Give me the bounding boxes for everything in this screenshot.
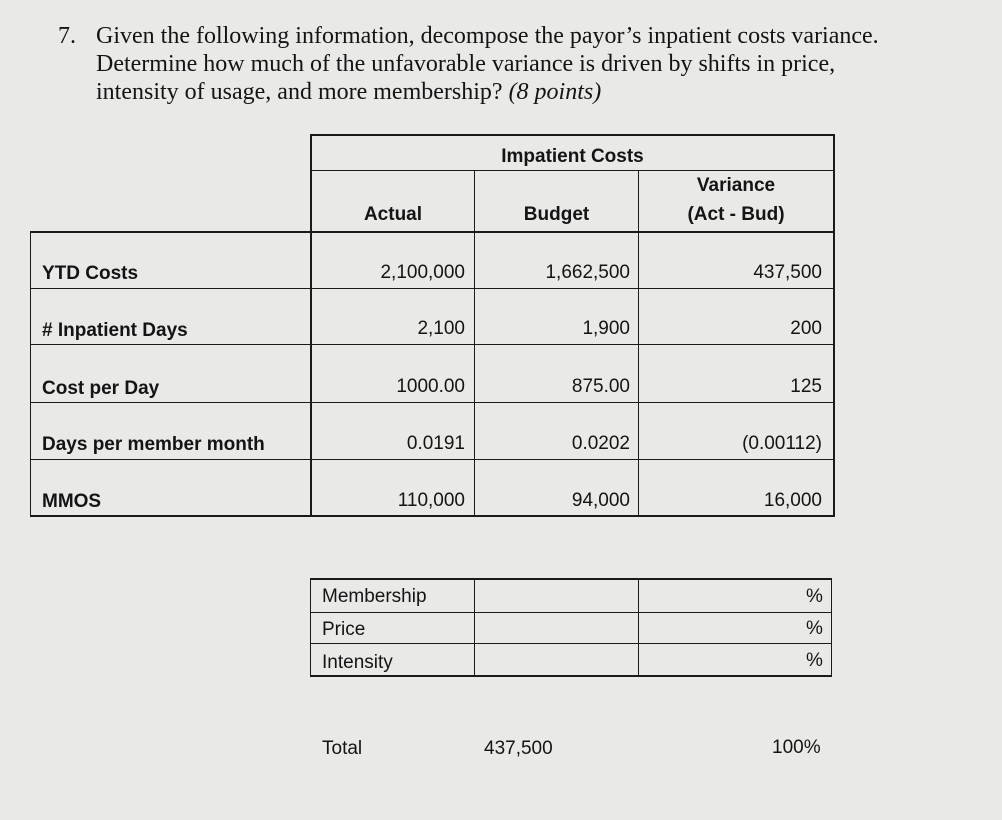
percent-sign: % xyxy=(806,586,823,607)
total-percent: 100% xyxy=(772,737,821,758)
table-border xyxy=(833,134,835,516)
row-label-ytd-costs: YTD Costs xyxy=(42,263,139,284)
cell-variance: 16,000 xyxy=(763,490,822,511)
cell-budget: 0.0202 xyxy=(571,433,630,454)
cell-budget: 875.00 xyxy=(571,376,630,397)
decomposition-amount-price[interactable] xyxy=(640,614,790,642)
decomposition-label-price: Price xyxy=(322,619,366,640)
column-header-budget: Budget xyxy=(523,204,590,225)
total-value: 437,500 xyxy=(484,738,553,759)
cell-budget: 1,662,500 xyxy=(545,262,630,283)
table-border xyxy=(30,515,835,517)
cell-actual: 2,100 xyxy=(417,318,465,339)
table-border xyxy=(310,612,832,613)
table-border xyxy=(30,459,835,460)
table-border xyxy=(30,402,835,403)
table-border xyxy=(30,231,31,516)
question-points: (8 points) xyxy=(508,79,602,105)
group-header: Impatient Costs xyxy=(501,146,644,167)
table-border xyxy=(310,643,832,644)
decomposition-label-intensity: Intensity xyxy=(322,652,393,673)
row-label-cost-per-day: Cost per Day xyxy=(42,378,160,399)
table-border xyxy=(30,231,835,233)
question-line-3: intensity of usage, and more membership? (8 points) xyxy=(96,79,602,105)
column-header-variance-subtitle: (Act - Bud) xyxy=(687,204,785,225)
cell-variance: 437,500 xyxy=(753,262,822,283)
row-label-mmos: MMOS xyxy=(42,491,102,512)
table-border xyxy=(831,578,832,677)
decomposition-value-membership[interactable] xyxy=(476,580,636,611)
decomposition-value-price[interactable] xyxy=(476,614,636,642)
table-border xyxy=(310,134,835,136)
table-border xyxy=(310,675,832,677)
decomposition-label-membership: Membership xyxy=(322,586,427,607)
decomposition-value-intensity[interactable] xyxy=(476,645,636,674)
table-border xyxy=(310,578,311,677)
percent-sign: % xyxy=(806,650,823,671)
column-header-variance: Variance xyxy=(696,175,776,196)
cell-variance: (0.00112) xyxy=(742,433,822,454)
cell-budget: 1,900 xyxy=(582,318,630,339)
cell-actual: 0.0191 xyxy=(406,433,465,454)
column-header-actual: Actual xyxy=(363,204,423,225)
percent-sign: % xyxy=(806,618,823,639)
table-border xyxy=(30,288,835,289)
decomposition-amount-intensity[interactable] xyxy=(640,645,790,674)
decomposition-amount-membership[interactable] xyxy=(640,580,790,611)
row-label-days-per-member-month: Days per member month xyxy=(42,434,265,455)
table-border xyxy=(310,170,835,171)
question-text xyxy=(96,22,938,106)
cell-actual: 1000.00 xyxy=(396,376,465,397)
cell-actual: 110,000 xyxy=(397,490,465,511)
cell-variance: 125 xyxy=(790,376,822,397)
table-border xyxy=(474,578,475,677)
row-label-inpatient-days: # Inpatient Days xyxy=(42,320,188,341)
question-line-2: Determine how much of the unfavorable variance is driven by shifts in price, xyxy=(96,51,836,77)
cell-variance: 200 xyxy=(790,318,822,339)
question-number: 7. xyxy=(58,23,76,49)
table-border xyxy=(30,344,835,345)
cell-budget: 94,000 xyxy=(571,490,630,511)
question-line-1: Given the following information, decompose the payor’s inpatient costs variance. xyxy=(96,23,879,49)
table-border xyxy=(638,578,639,677)
cell-actual: 2,100,000 xyxy=(380,262,465,283)
total-label: Total xyxy=(322,738,363,759)
